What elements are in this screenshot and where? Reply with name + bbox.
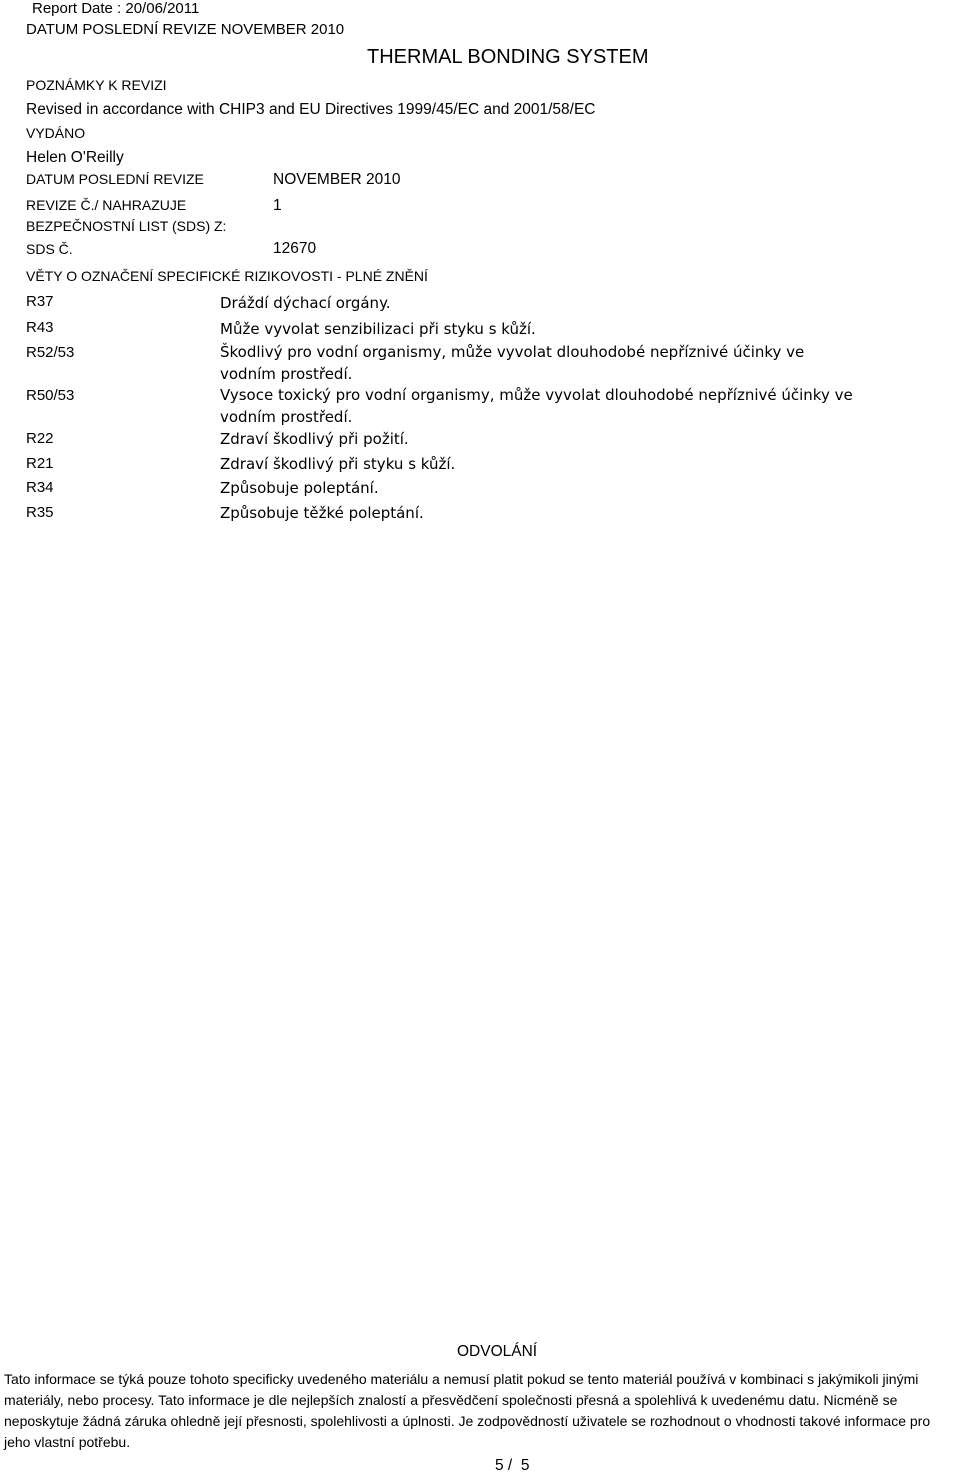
revision-number-value: 1	[273, 197, 282, 214]
issued-heading: VYDÁNO	[26, 125, 86, 141]
page-number: 5 / 5	[495, 1457, 530, 1474]
risk-text: Škodlivý pro vodní organismy, může vyvolat dlouhodobé nepříznivé účinky ve vodním prostředí.	[220, 343, 805, 383]
sds-number-label: SDS Č.	[26, 241, 73, 257]
risk-code: R52/53	[26, 344, 75, 361]
replaces-sds-label: BEZPEČNOSTNÍ LIST (SDS) Z:	[26, 218, 227, 234]
revision-notes-heading: POZNÁMKY K REVIZI	[26, 77, 167, 93]
disclaimer-text: Tato informace se týká pouze tohoto specificky uvedeného materiálu a nemusí platit pokud se tento materiál používá v kombinaci s jakýmikoli jinými materiály, nebo procesy. Tato informace je dle nejlepších znalostí a přesvědčení společnosti přesná a spolehlivá k uvedenému datu. Nicméně se neposkytuje žádná záruka ohledně její přesnosti, spolehlivosti a úplnosti. Je zodpovědností uživatele se rozhodnout o vhodnosti takové informace pro jeho vlastní potřebu.	[4, 1371, 931, 1450]
issued-by: Helen O'Reilly	[26, 149, 124, 166]
risk-text: Zdraví škodlivý při požití.	[220, 430, 409, 448]
risk-text: Dráždí dýchací orgány.	[220, 294, 391, 312]
revision-date-header: DATUM POSLEDNÍ REVIZE NOVEMBER 2010	[26, 21, 345, 38]
last-revision-label: DATUM POSLEDNÍ REVIZE	[26, 171, 204, 187]
risk-text: Způsobuje poleptání.	[220, 479, 379, 497]
disclaimer-heading: ODVOLÁNÍ	[457, 1343, 538, 1360]
risk-text: Vysoce toxický pro vodní organismy, může vyvolat dlouhodobé nepříznivé účinky ve vodním prostředí.	[220, 386, 853, 426]
risk-text: Zdraví škodlivý při styku s kůží.	[220, 455, 456, 473]
risk-code: R50/53	[26, 387, 75, 404]
sds-number-value: 12670	[273, 240, 317, 257]
risk-text: Způsobuje těžké poleptání.	[220, 504, 424, 522]
risk-phrases-heading: VĚTY O OZNAČENÍ SPECIFICKÉ RIZIKOVOSTI - PLNÉ ZNĚNÍ	[26, 268, 428, 284]
risk-code: R43	[26, 319, 54, 336]
risk-code: R34	[26, 479, 54, 496]
risk-code: R22	[26, 430, 54, 447]
revision-number-label: REVIZE Č./ NAHRAZUJE	[26, 197, 187, 213]
report-date: Report Date : 20/06/2011	[32, 0, 200, 17]
risk-code: R37	[26, 293, 54, 310]
last-revision-value: NOVEMBER 2010	[273, 171, 401, 188]
revision-notes-text: Revised in accordance with CHIP3 and EU Directives 1999/45/EC and 2001/58/EC	[26, 101, 596, 118]
product-title: THERMAL BONDING SYSTEM	[367, 46, 649, 68]
risk-text: Může vyvolat senzibilizaci při styku s kůží.	[220, 320, 536, 338]
risk-code: R35	[26, 504, 54, 521]
risk-code: R21	[26, 455, 54, 472]
